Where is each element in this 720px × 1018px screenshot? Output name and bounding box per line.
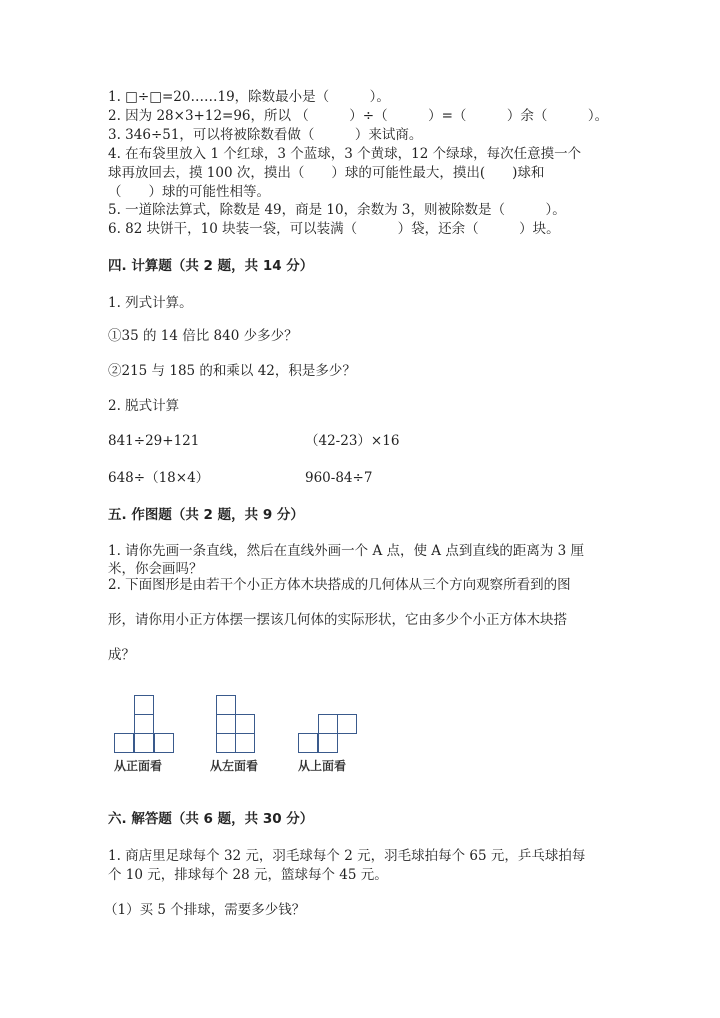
fill-blank-q4-cont: 球再放回去，摸 100 次，摸出（ ）球的可能性最大，摸出( )球和 bbox=[108, 165, 545, 181]
expr-1: 841÷29+121 bbox=[108, 433, 200, 449]
calc-q2: 2. 脱式计算 bbox=[108, 398, 180, 414]
cube-face-square bbox=[134, 733, 154, 753]
draw-q1-line2: 米，你会画吗？ bbox=[108, 561, 203, 577]
draw-q2-line1: 2. 下面图形是由若干个小正方体木块搭成的几何体从三个方向观察所看到的图 bbox=[108, 577, 571, 593]
cube-face-square bbox=[134, 714, 154, 734]
draw-q2-line3: 成？ bbox=[108, 647, 135, 663]
cube-face-square bbox=[134, 695, 154, 715]
draw-q1-line1: 1. 请你先画一条直线，然后在直线外画一个 A 点，使 A 点到直线的距离为 3 厘 bbox=[108, 543, 585, 559]
top-view-caption: 从上面看 bbox=[298, 759, 347, 773]
fill-blank-q2: 2. 因为 28×3+12=96，所以 （ ）÷（ ）=（ ）余（ ）。 bbox=[108, 108, 609, 124]
cube-face-square bbox=[216, 695, 236, 715]
cube-face-square bbox=[318, 714, 338, 734]
left-view-caption: 从左面看 bbox=[210, 759, 259, 773]
draw-q2-line2: 形，请你用小正方体摆一摆该几何体的实际形状，它由多少个小正方体木块搭 bbox=[108, 612, 567, 628]
section-heading-solve: 六. 解答题（共 6 题，共 30 分） bbox=[108, 811, 314, 827]
fill-blank-q3: 3. 346÷51，可以将被除数看做（ ）来试商。 bbox=[108, 127, 423, 143]
expr-3: 648÷（18×4） bbox=[108, 470, 210, 486]
solve-q1a: （1）买 5 个排球，需要多少钱？ bbox=[104, 902, 306, 918]
fill-blank-q6: 6. 82 块饼干，10 块装一袋，可以装满（ ）袋，还余（ ）块。 bbox=[108, 221, 560, 237]
fill-blank-q4: 4. 在布袋里放入 1 个红球，3 个蓝球，3 个黄球，12 个绿球，每次任意摸一个 bbox=[108, 146, 582, 162]
calc-q1: 1. 列式计算。 bbox=[108, 295, 193, 311]
fill-blank-q1: 1. □÷□=20……19，除数最小是（ ）。 bbox=[108, 89, 390, 105]
cube-face-square bbox=[235, 733, 255, 753]
front-view-caption: 从正面看 bbox=[114, 759, 163, 773]
section-heading-calc: 四. 计算题（共 2 题，共 14 分） bbox=[108, 258, 314, 274]
cube-face-square bbox=[216, 714, 236, 734]
section-heading-draw: 五. 作图题（共 2 题，共 9 分） bbox=[108, 507, 304, 523]
fill-blank-q5: 5. 一道除法算式，除数是 49，商是 10，余数为 3，则被除数是（ ）。 bbox=[108, 202, 566, 218]
cube-face-square bbox=[318, 733, 338, 753]
expr-4: 960-84÷7 bbox=[305, 470, 373, 486]
cube-face-square bbox=[235, 714, 255, 734]
fill-blank-q4-cont2: （ ）球的可能性相等。 bbox=[108, 184, 270, 200]
calc-q1b: ②215 与 185 的和乘以 42，积是多少？ bbox=[108, 363, 356, 379]
solve-q1-line2: 个 10 元，排球每个 28 元，篮球每个 45 元。 bbox=[108, 867, 388, 883]
cube-face-square bbox=[337, 714, 357, 734]
cube-face-square bbox=[216, 733, 236, 753]
solve-q1-line1: 1. 商店里足球每个 32 元，羽毛球每个 2 元，羽毛球拍每个 65 元，乒乓球拍每 bbox=[108, 848, 586, 864]
cube-face-square bbox=[298, 733, 318, 753]
expr-2: （42-23）×16 bbox=[305, 433, 400, 449]
cube-face-square bbox=[154, 733, 174, 753]
calc-q1a: ①35 的 14 倍比 840 少多少？ bbox=[108, 328, 298, 344]
cube-face-square bbox=[114, 733, 134, 753]
